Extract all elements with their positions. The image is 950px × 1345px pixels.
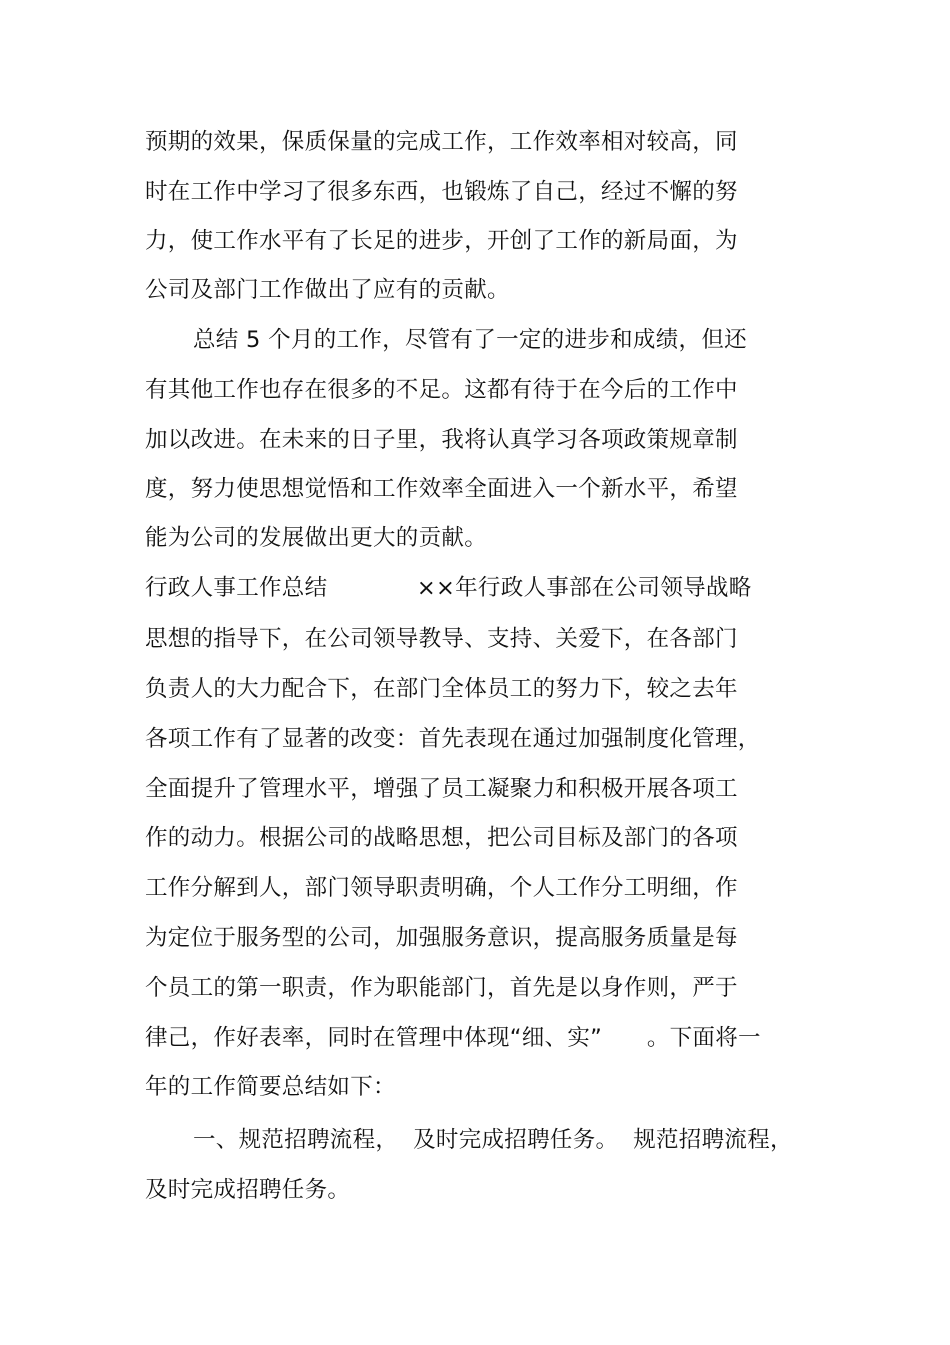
text-line: 作的动力。根据公司的战略思想，把公司目标及部门的各项 <box>145 825 738 851</box>
text-line: 各项工作有了显著的改变：首先表现在通过加强制度化管理， <box>145 726 761 752</box>
text-line: 全面提升了管理水平，增强了员工凝聚力和积极开展各项工 <box>145 776 738 802</box>
text-line: 度，努力使思想觉悟和工作效率全面进入一个新水平，希望 <box>145 476 738 502</box>
section-heading-line: 行政人事工作总结 ××年行政人事部在公司领导战略 <box>145 575 752 601</box>
text-line: 预期的效果，保质保量的完成工作，工作效率相对较高，同 <box>145 129 738 155</box>
text-line: 及时完成招聘任务。 <box>145 1177 351 1203</box>
text-line: 有其他工作也存在很多的不足。这都有待于在今后的工作中 <box>145 377 738 403</box>
text-line: 负责人的大力配合下，在部门全体员工的努力下，较之去年 <box>145 676 738 702</box>
numbered-item-line: 一、规范招聘流程， 及时完成招聘任务。 规范招聘流程， <box>193 1127 793 1153</box>
text-line: 能为公司的发展做出更大的贡献。 <box>145 525 488 551</box>
text-line: 律己，作好表率，同时在管理中体现“细、实” 。下面将一 <box>145 1025 761 1051</box>
text-line: 为定位于服务型的公司，加强服务意识，提高服务质量是每 <box>145 925 738 951</box>
paragraph-first-line: 总结 5 个月的工作，尽管有了一定的进步和成绩，但还 <box>193 327 747 353</box>
text-line: 力，使工作水平有了长足的进步，开创了工作的新局面，为 <box>145 228 738 254</box>
text-line: 年的工作简要总结如下： <box>145 1074 396 1100</box>
text-line: 时在工作中学习了很多东西，也锻炼了自己，经过不懈的努 <box>145 179 738 205</box>
text-line: 思想的指导下，在公司领导教导、支持、关爱下，在各部门 <box>145 626 738 652</box>
text-line: 工作分解到人，部门领导职责明确，个人工作分工明细，作 <box>145 875 738 901</box>
text-line: 公司及部门工作做出了应有的贡献。 <box>145 277 510 303</box>
text-line: 加以改进。在未来的日子里，我将认真学习各项政策规章制 <box>145 427 738 453</box>
text-line: 个员工的第一职责，作为职能部门，首先是以身作则，严于 <box>145 975 738 1001</box>
